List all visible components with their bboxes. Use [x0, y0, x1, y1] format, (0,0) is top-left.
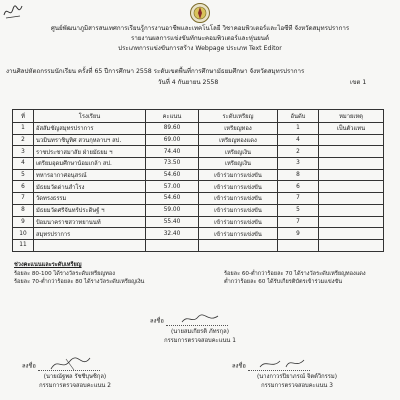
results-table — [12, 109, 384, 252]
table-row — [13, 169, 384, 181]
cell-school: ทหารอากาศอนุสรณ์ — [34, 169, 146, 181]
header-line-1: ศูนย์พัฒนาภูมิสารสนเทศการเรียนรู้การงานอาชีพและเทคโนโลยี วิชาคอมพิวเตอร์และไอซีที จังหวัดสมุทรปราการ — [50, 25, 350, 32]
table-row — [13, 228, 384, 240]
cell-level: เหรียญเงิน — [199, 158, 278, 170]
table-row — [13, 134, 384, 146]
cell-no: 10 — [13, 228, 34, 240]
cell-no: 4 — [13, 158, 34, 170]
cell-school: ราชประชาสมาสัย ฝ่ายมัธยม ฯ — [34, 146, 146, 158]
cell-rank — [278, 239, 319, 251]
col-header-note: หมายเหตุ — [319, 110, 384, 123]
cell-level — [199, 239, 278, 251]
cell-rank: 1 — [278, 123, 319, 135]
table-row — [13, 123, 384, 135]
cell-rank: 7 — [278, 193, 319, 205]
cell-school: นวมินทราชินูทิศ สวนกุหลาบฯ สป. — [34, 134, 146, 146]
cell-no: 9 — [13, 216, 34, 228]
table-header-row — [13, 110, 384, 123]
scribble-mark-icon — [2, 3, 24, 21]
cell-no: 11 — [13, 239, 34, 251]
cell-level: เหรียญทองแดง — [199, 134, 278, 146]
sign-prefix: ลงชื่อ — [150, 318, 164, 325]
cell-no: 3 — [13, 146, 34, 158]
signature-1-scrawl-icon — [180, 312, 220, 326]
cell-note — [319, 216, 384, 228]
cell-school: เตรียมอุดมศึกษาน้อมเกล้า สป. — [34, 158, 146, 170]
cell-note — [319, 158, 384, 170]
cell-rank: 6 — [278, 181, 319, 193]
cell-no: 2 — [13, 134, 34, 146]
cell-no: 5 — [13, 169, 34, 181]
district-label: เขต 1 — [350, 79, 367, 86]
cell-note — [319, 181, 384, 193]
cell-school — [34, 239, 146, 251]
cell-score: 89.60 — [146, 123, 199, 135]
col-header-score: คะแนน — [146, 110, 199, 123]
signature-1-role: กรรมการตรวจสอบคะแนน 1 — [164, 338, 236, 344]
cell-level: เข้าร่วมการแข่งขัน — [199, 181, 278, 193]
signature-2-role: กรรมการตรวจสอบคะแนน 2 — [39, 383, 111, 389]
cell-score: 55.40 — [146, 216, 199, 228]
cell-note — [319, 169, 384, 181]
criteria-bronze: ร้อยละ 60-ต่ำกว่าร้อยละ 70 ได้รางวัลระดับเหรียญทองแดง — [224, 271, 366, 277]
cell-no: 1 — [13, 123, 34, 135]
cell-no: 8 — [13, 204, 34, 216]
header-line-2: รายงานผลการแข่งขันทักษะคอมพิวเตอร์และหุ่นยนต์ — [131, 35, 269, 42]
table-row — [13, 158, 384, 170]
table-row — [13, 193, 384, 205]
table-row — [13, 239, 384, 251]
cell-score: 74.40 — [146, 146, 199, 158]
cell-note — [319, 239, 384, 251]
criteria-title: ช่วงคะแนนและระดับเหรียญ — [14, 262, 82, 268]
signature-2-name: (นายณัฐพล รัชชีบุษชิกุล) — [43, 374, 107, 380]
cell-score: 54.60 — [146, 193, 199, 205]
cell-school: มัธยมวัดด่านสำโรง — [34, 181, 146, 193]
cell-school: สมุทรปราการ — [34, 228, 146, 240]
cell-note — [319, 146, 384, 158]
criteria-participation: ต่ำกว่าร้อยละ 60 ได้รับเกียรติบัตรเข้าร่วมแข่งขัน — [224, 279, 343, 285]
cell-level: เหรียญทอง — [199, 123, 278, 135]
signature-3-name: (นางกาวรปิยาภรณ์ จิตต์วิกรรม) — [257, 374, 337, 380]
cell-score: 59.00 — [146, 204, 199, 216]
competition-date: วันที่ 4 กันยายน 2558 — [158, 79, 219, 86]
signature-2-scrawl-icon — [48, 355, 92, 373]
cell-score: 69.00 — [146, 134, 199, 146]
sign-prefix: ลงชื่อ — [22, 363, 36, 370]
cell-note — [319, 134, 384, 146]
signature-1-name: (นายสมเกียรติ ภัทรกุล) — [171, 329, 229, 335]
cell-rank: 7 — [278, 216, 319, 228]
cell-level: เหรียญเงิน — [199, 146, 278, 158]
cell-level: เข้าร่วมการแข่งขัน — [199, 228, 278, 240]
cell-score: 54.60 — [146, 169, 199, 181]
table-row — [13, 181, 384, 193]
col-header-no: ที่ — [13, 110, 34, 123]
header-line-4: งานศิลปหัตถกรรมนักเรียน ครั้งที่ 65 ปีการศึกษา 2558 ระดับเขตพื้นที่การศึกษามัธยมศึกษา จังหวัดสมุทรปราการ — [6, 68, 305, 75]
cell-rank: 4 — [278, 134, 319, 146]
header-line-3: ประเภทการแข่งขันการสร้าง Webpage ประเภท Text Editor — [118, 45, 282, 52]
cell-rank: 3 — [278, 158, 319, 170]
cell-note — [319, 228, 384, 240]
cell-score — [146, 239, 199, 251]
cell-level: เข้าร่วมการแข่งขัน — [199, 216, 278, 228]
cell-no: 6 — [13, 181, 34, 193]
cell-note — [319, 193, 384, 205]
cell-score: 73.50 — [146, 158, 199, 170]
criteria-gold: ร้อยละ 80-100 ได้รางวัลระดับเหรียญทอง — [14, 271, 115, 277]
col-header-level: ระดับเหรียญ — [199, 110, 278, 123]
signature-3-scrawl-icon — [258, 355, 306, 371]
cell-note — [319, 204, 384, 216]
cell-score: 57.00 — [146, 181, 199, 193]
cell-note: เป็นตัวแทน — [319, 123, 384, 135]
cell-level: เข้าร่วมการแข่งขัน — [199, 169, 278, 181]
cell-level: เข้าร่วมการแข่งขัน — [199, 193, 278, 205]
table-row — [13, 204, 384, 216]
cell-level: เข้าร่วมการแข่งขัน — [199, 204, 278, 216]
signature-3-role: กรรมการตรวจสอบคะแนน 3 — [261, 383, 333, 389]
sign-prefix: ลงชื่อ — [232, 363, 246, 370]
table-row — [13, 216, 384, 228]
cell-school: วัดทรงธรรม — [34, 193, 146, 205]
cell-rank: 9 — [278, 228, 319, 240]
school-emblem-icon — [188, 2, 212, 24]
cell-rank: 8 — [278, 169, 319, 181]
cell-score: 32.40 — [146, 228, 199, 240]
cell-rank: 5 — [278, 204, 319, 216]
cell-school: มัธยมวัดศรีจันทร์ประดิษฐ์ ฯ — [34, 204, 146, 216]
cell-school: ป้อมนาคราชสวาทยานนท์ — [34, 216, 146, 228]
cell-rank: 2 — [278, 146, 319, 158]
col-header-rank: อันดับ — [278, 110, 319, 123]
cell-no: 7 — [13, 193, 34, 205]
col-header-school: โรงเรียน — [34, 110, 146, 123]
criteria-silver: ร้อยละ 70-ต่ำกว่าร้อยละ 80 ได้รางวัลระดับเหรียญเงิน — [14, 279, 145, 285]
table-row — [13, 146, 384, 158]
cell-school: อัสสัมชัญสมุทรปราการ — [34, 123, 146, 135]
